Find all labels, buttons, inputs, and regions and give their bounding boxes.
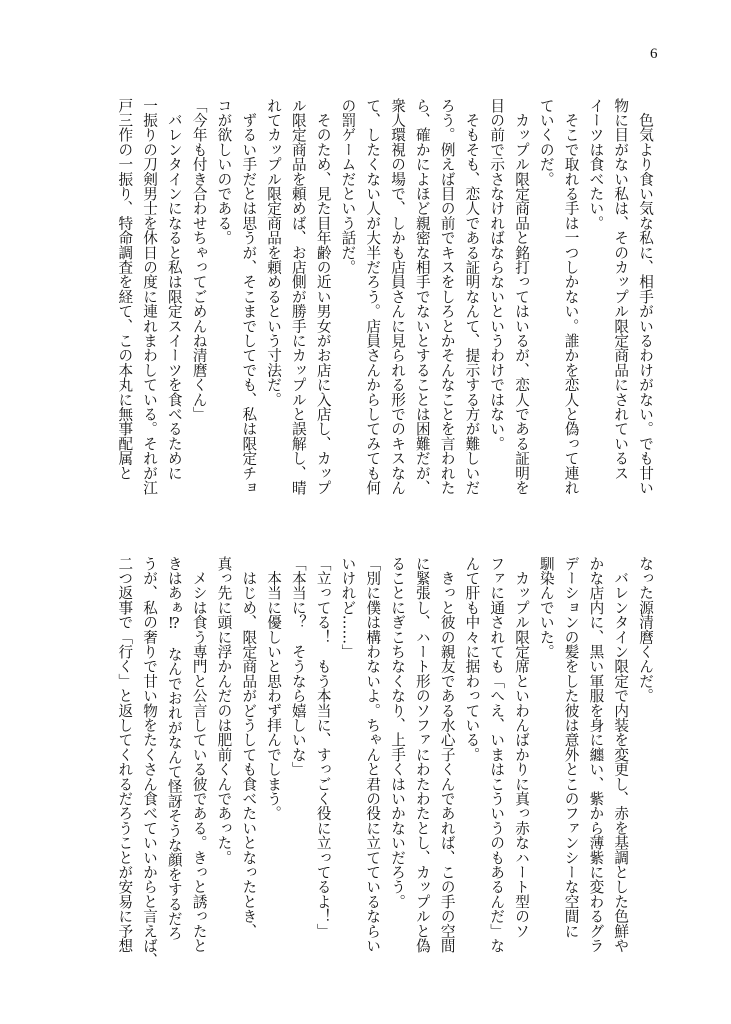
text-column: ファに通されても「へえ、いまはこういうのもあるんだ」な bbox=[488, 556, 506, 953]
text-column: 衆人環視の場で、しかも店員さんに見られる形でのキスなん bbox=[389, 98, 407, 495]
text-column: の罰ゲームだという話だ。 bbox=[339, 98, 357, 275]
page-number: 6 bbox=[650, 46, 658, 62]
text-column: うが、私の奢りで甘い物をたくさん食べていいからと言えば、 bbox=[141, 556, 159, 968]
text-column: カップル限定商品と銘打ってはいるが、恋人である証明を bbox=[513, 98, 531, 495]
text-column: バレンタイン限定で内装を変更し、赤を基調とした色鮮や bbox=[612, 556, 630, 953]
text-block-lower bbox=[111, 556, 657, 968]
text-column: れてカップル限定商品を頼めるという寸法だ。 bbox=[265, 98, 283, 407]
text-block-upper bbox=[111, 98, 657, 498]
text-column: イーツは食べたい。 bbox=[587, 98, 605, 231]
text-column: 二つ返事で「行く」と返してくれるだろうことが安易に予想 bbox=[116, 556, 134, 953]
text-column: 目の前で示さなければならないというわけではない。 bbox=[488, 98, 506, 451]
text-column: そのため、見た目年齢の近い男女がお店に入店し、カップ bbox=[314, 98, 332, 495]
text-column: に緊張し、ハート形のソファにわたわたとし、カップルと偽 bbox=[413, 556, 431, 953]
text-column: デーションの髪をした彼は意外とこのファンシーな空間に bbox=[562, 556, 580, 939]
text-column: んて肝も中々に据わっている。 bbox=[463, 556, 481, 762]
text-column: ていくのだ。 bbox=[537, 98, 555, 187]
text-column: きはあぁ⁉ なんでおれがなんて怪訝そうな顔をするだろ bbox=[165, 556, 183, 941]
text-column: いけれど……」 bbox=[339, 556, 357, 659]
text-column: かな店内に、黒い軍服を身に纏い、紫から薄紫に変わるグラ bbox=[587, 556, 605, 953]
text-column: 真っ先に頭に浮かんだのは肥前くんであった。 bbox=[215, 556, 233, 865]
text-column: そこで取れる手は一つしかない。誰かを恋人と偽って連れ bbox=[562, 98, 580, 495]
text-column: はじめ、限定商品がどうしても食べたいとなったとき、 bbox=[240, 556, 258, 939]
text-column: ル限定商品を頼めば、お店側が勝手にカップルと誤解し、晴 bbox=[289, 98, 307, 495]
text-column: 戸三作の一振り、特命調査を経て、この本丸に無事配属と bbox=[116, 98, 134, 481]
text-column: 一振りの刀剣男士を休日の度に連れまわしている。それが江 bbox=[141, 98, 159, 495]
text-column: ずるい手だとは思うが、そこまでしてでも、私は限定チョ bbox=[240, 98, 258, 495]
text-column: 「今年も付き合わせちゃってごめんね清麿くん」 bbox=[190, 98, 208, 422]
text-column: なった源清麿くんだ。 bbox=[637, 556, 654, 703]
text-column: そもそも、恋人である証明なんて、提示する方が難しいだ bbox=[463, 98, 481, 495]
text-column: コが欲しいのである。 bbox=[215, 98, 233, 245]
text-column: きっと彼の親友である水心子くんであれば、この手の空間 bbox=[438, 556, 456, 953]
text-column: ろう。例えば目の前でキスをしろとかそんなことを言われた bbox=[438, 98, 456, 495]
text-column: て、したくない人が大半だろう。店員さんからしてみても何 bbox=[364, 98, 382, 495]
text-column: 色気より食い気な私に、相手がいるわけがない。でも甘い bbox=[637, 98, 654, 495]
text-column: 「別に僕は構わないよ。ちゃんと君の役に立てているならい bbox=[364, 556, 382, 953]
text-column: 本当に優しいと思わず拝んでしまう。 bbox=[265, 556, 283, 821]
text-column: バレンタインになると私は限定スイーツを食べるために bbox=[165, 98, 183, 481]
text-column: メシは食う専門と公言している彼である。きっと誘ったと bbox=[190, 556, 208, 953]
text-column: 物に目がない私は、そのカップル限定商品にされているス bbox=[612, 98, 630, 481]
text-column: 「本当に？ そうなら嬉しいな」 bbox=[289, 556, 307, 777]
text-column: ら、確かによほど親密な相手でないとすることは困難だが、 bbox=[413, 98, 431, 495]
text-column: 「立ってる！ もう本当に、すっごく役に立ってるよ！」 bbox=[314, 556, 332, 939]
text-column: カップル限定席といわんばかりに真っ赤なハート型のソ bbox=[513, 556, 531, 939]
text-column: 馴染んでいた。 bbox=[537, 556, 555, 659]
text-column: ることにぎこちなくなり、上手くはいかないだろう。 bbox=[389, 556, 407, 909]
